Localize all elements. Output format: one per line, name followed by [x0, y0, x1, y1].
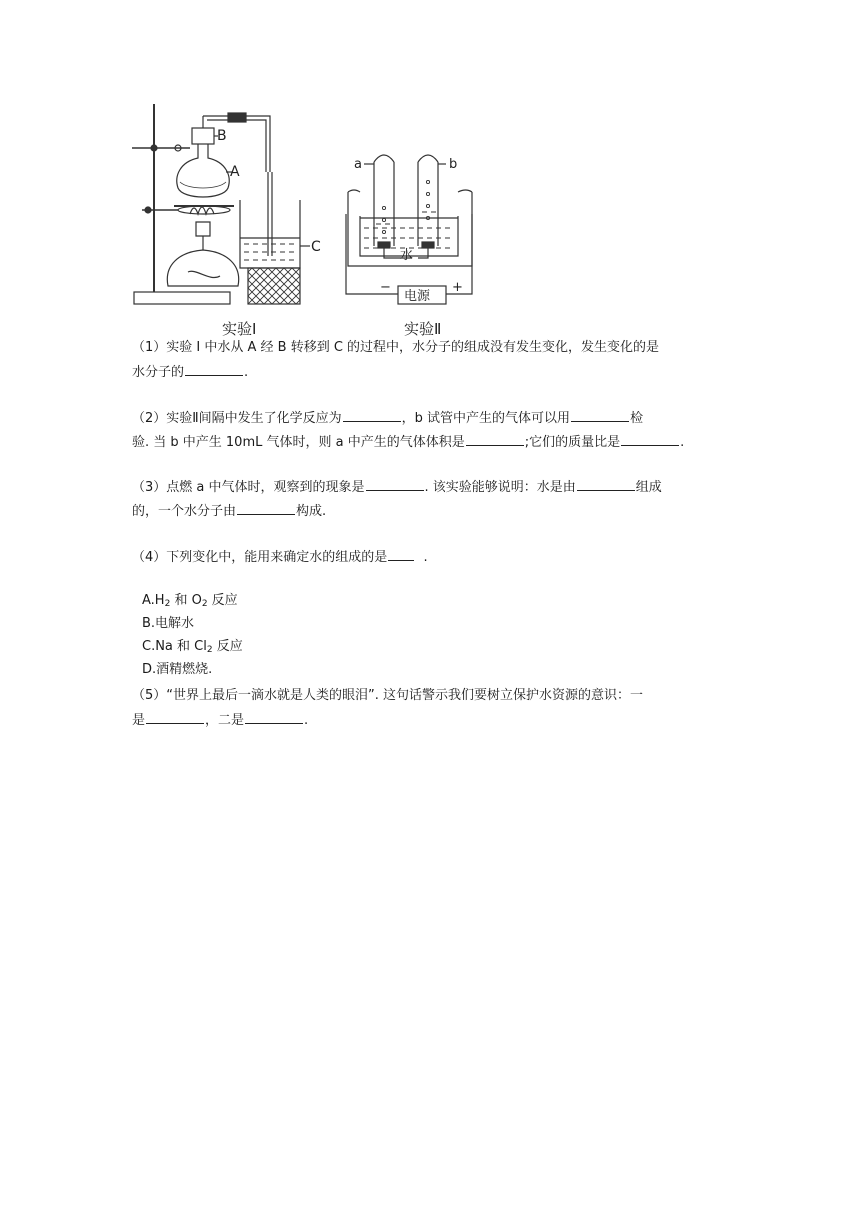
q5-text: ，二是 [205, 713, 245, 728]
option-text: A.H [142, 593, 165, 608]
q4-end: . [423, 550, 428, 565]
q5-text: 是 [132, 713, 146, 728]
q2-line2 [132, 430, 684, 455]
q2-text: （2）实验Ⅱ间隔中发生了化学反应为 [132, 411, 342, 426]
q3-text: . 该实验能够说明：水是由 [424, 480, 576, 495]
subscript: 2 [206, 645, 213, 655]
answer-blank[interactable] [577, 475, 635, 491]
q3-line1 [132, 475, 662, 500]
caption-exp2: 实验Ⅱ [404, 320, 442, 338]
option-b[interactable]: B.电解水 [142, 616, 195, 631]
option-text: 反应 [207, 593, 238, 608]
option-c[interactable] [142, 636, 243, 661]
q1-line1: （1）实验 I 中水从 A 经 B 转移到 C 的过程中，水分子的组成没有发生变化，发生变化的是 [132, 340, 660, 355]
answer-blank[interactable] [388, 545, 414, 561]
q2-text: 检 [630, 411, 644, 426]
label-c: C [311, 239, 321, 255]
answer-blank[interactable] [146, 708, 204, 724]
q2-text: . [680, 435, 685, 450]
q2-text: ;它们的质量比是 [524, 435, 621, 450]
subscript: 2 [164, 599, 171, 609]
option-text: 反应 [212, 639, 243, 654]
option-a[interactable] [142, 590, 238, 615]
answer-blank[interactable] [245, 708, 303, 724]
label-minus: − [380, 280, 391, 295]
q5-text: . [304, 713, 309, 728]
answer-blank[interactable] [621, 430, 679, 446]
q3-text: 构成. [296, 504, 327, 519]
option-d[interactable]: D.酒精燃烧. [142, 662, 213, 677]
label-tube-a: a [354, 157, 362, 172]
q3-text: （3）点燃 a 中气体时，观察到的现象是 [132, 480, 365, 495]
q2-line1 [132, 406, 643, 431]
q4-text: （4）下列变化中，能用来确定水的组成的是 [132, 550, 388, 565]
q2-text: 验. 当 b 中产生 10mL 气体时，则 a 中产生的气体体积是 [132, 435, 465, 450]
q4-stem [132, 545, 428, 570]
q1-end: . [244, 365, 249, 380]
q3-text: 组成 [635, 480, 662, 495]
option-text: C.Na 和 Cl [142, 639, 207, 654]
answer-blank[interactable] [466, 430, 524, 446]
answer-blank[interactable] [185, 360, 243, 376]
q1-text: 水分子的 [132, 365, 185, 380]
apparatus-drawing [128, 96, 498, 341]
label-water: 水 [400, 248, 414, 263]
caption-exp1: 实验Ⅰ [222, 320, 257, 338]
label-plus: + [452, 280, 463, 295]
q2-text: ，b 试管中产生的气体可以用 [401, 411, 571, 426]
subscript: 2 [201, 599, 208, 609]
option-text: 和 O [170, 593, 202, 608]
answer-blank[interactable] [343, 406, 401, 422]
answer-blank[interactable] [571, 406, 629, 422]
answer-blank[interactable] [366, 475, 424, 491]
label-a: A [230, 164, 240, 180]
answer-blank[interactable] [237, 499, 295, 515]
experiment-figure [128, 96, 498, 341]
label-b: B [217, 128, 227, 144]
q5-line2 [132, 708, 308, 733]
label-tube-b: b [449, 157, 458, 172]
q3-text: 的，一个水分子由 [132, 504, 237, 519]
q3-line2 [132, 499, 326, 524]
label-power: 电源 [404, 289, 431, 304]
q1-line2 [132, 360, 248, 385]
q5-line1: （5）“世界上最后一滴水就是人类的眼泪”. 这句话警示我们要树立保护水资源的意识：一 [132, 688, 644, 703]
